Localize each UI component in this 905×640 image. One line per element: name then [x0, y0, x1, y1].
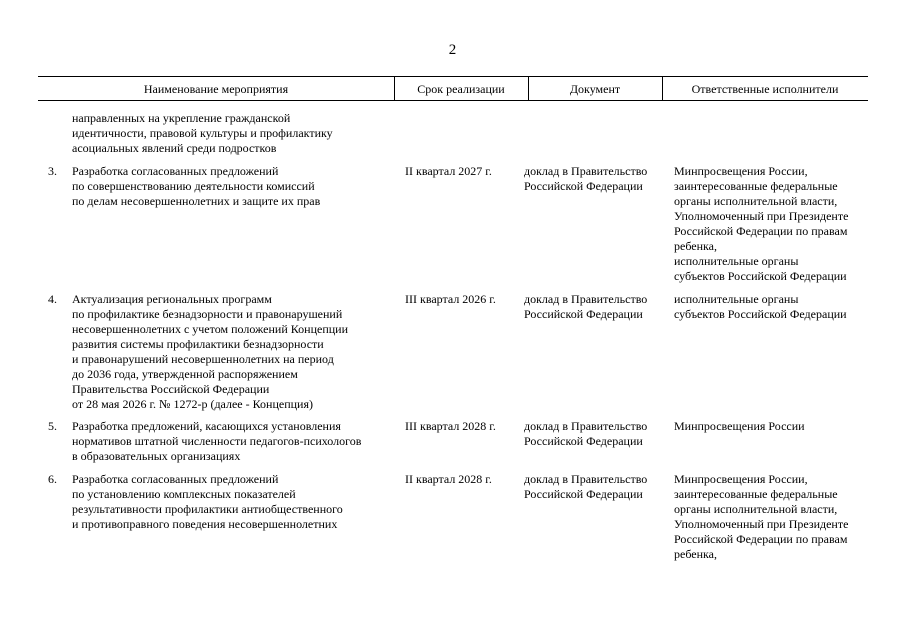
continuation-text: направленных на укрепление гражданской идентичности, правовой культуры и профилактику асоциальных явлений среди подростков [72, 111, 333, 155]
row-number: 6. [48, 472, 57, 486]
row-document: доклад в Правительство Российской Федерации [524, 419, 648, 448]
row-deadline: III квартал 2026 г. [405, 292, 496, 306]
row-deadline: II квартал 2028 г. [405, 472, 492, 486]
header-executors: Ответственные исполнители [691, 82, 839, 96]
row-name: Разработка согласованных предложений по совершенствованию деятельности комиссий по делам несовершеннолетних и защите их прав [72, 164, 321, 208]
page-number: 2 [448, 42, 457, 58]
table-header [38, 76, 868, 101]
row-document: доклад в Правительство Российской Федерации [524, 472, 648, 501]
row-number: 3. [48, 164, 57, 178]
row-name: Актуализация региональных программ по профилактике безнадзорности и правонарушений несовершеннолетних с учетом положений Концепции развития системы профилактики безнадзорности и правонарушений несовершеннолетних на период до 2036 года, утвержденной распоряжением Правительства Российской Федерации от 28 мая 2026 г. № 1272-р (далее - Концепция) [72, 292, 349, 411]
row-executors: Минпросвещения России [674, 419, 805, 433]
row-executors: исполнительные органы субъектов Российской Федерации [674, 292, 847, 321]
row-deadline: II квартал 2027 г. [405, 164, 492, 178]
row-number: 4. [48, 292, 57, 306]
row-deadline: III квартал 2028 г. [405, 419, 496, 433]
header-document: Документ [569, 82, 621, 96]
row-document: доклад в Правительство Российской Федерации [524, 292, 648, 321]
header-name: Наименование мероприятия [143, 82, 289, 96]
row-executors: Минпросвещения России, заинтересованные федеральные органы исполнительной власти, Уполномоченный при Президенте Российской Федерации по правам ребенка, [674, 472, 849, 561]
row-name: Разработка согласованных предложений по установлению комплексных показателей результативности профилактики антиобщественного и противоправного поведения несовершеннолетних [72, 472, 343, 531]
header-deadline: Срок реализации [417, 82, 505, 96]
row-name: Разработка предложений, касающихся установления нормативов штатной численности педагогов-психологов в образовательных организациях [72, 419, 362, 463]
row-document: доклад в Правительство Российской Федерации [524, 164, 648, 193]
row-number: 5. [48, 419, 57, 433]
row-executors: Минпросвещения России, заинтересованные федеральные органы исполнительной власти, Уполномоченный при Президенте Российской Федерации по правам ребенка, исполнительные органы субъектов Российской Федерации [674, 164, 849, 283]
